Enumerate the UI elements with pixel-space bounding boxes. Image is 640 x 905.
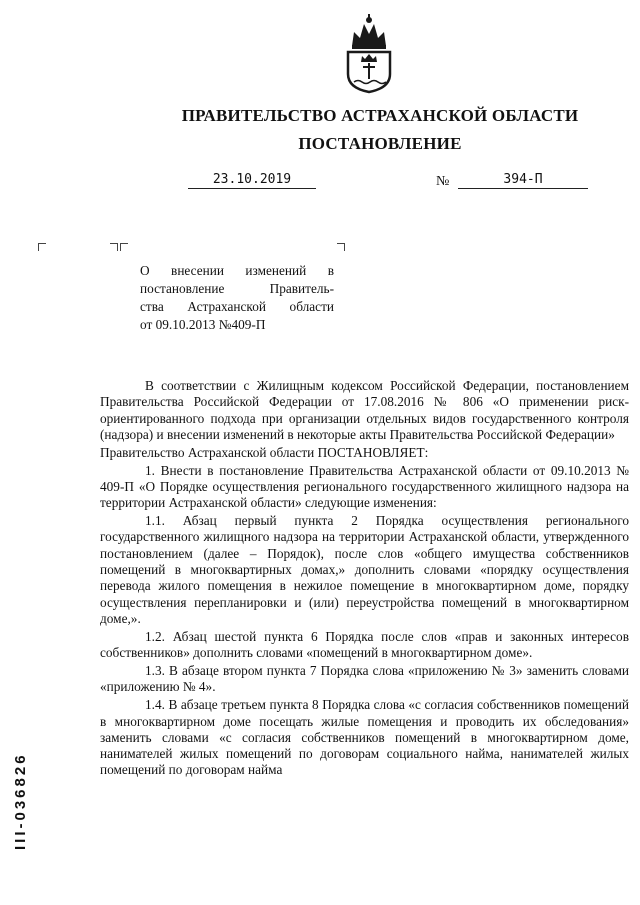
paragraph-1-2: 1.2. Абзац шестой пункта 6 Порядка после слов «прав и законных интересов собственников» дополнить словами «помещений в многоквартирном доме». bbox=[100, 628, 629, 661]
paragraph-1-3: 1.3. В абзаце втором пункта 7 Порядка слова «приложению № 3» заменить словами «приложению № 4». bbox=[100, 663, 629, 695]
document-date: 23.10.2019 bbox=[212, 172, 292, 187]
serial-number: III-036826 bbox=[12, 752, 29, 850]
number-underline bbox=[458, 188, 588, 189]
number-sign: № bbox=[436, 174, 450, 189]
government-title: ПРАВИТЕЛЬСТВО АСТРАХАНСКОЙ ОБЛАСТИ bbox=[181, 106, 579, 125]
subject-line: ства Астраханской области bbox=[140, 299, 334, 314]
resolves-line: Правительство Астраханской области ПОСТАНОВЛЯЕТ: bbox=[100, 444, 429, 460]
coat-of-arms-icon bbox=[344, 12, 394, 94]
corner-mark bbox=[110, 243, 118, 251]
paragraph-1: 1. Внести в постановление Правительства Астраханской области от 09.10.2013 № 409-П «О Порядке осуществления регионального государственного жилищного надзора на территории Астраханской области» следующие изменения: bbox=[100, 462, 629, 511]
preamble-paragraph: В соответствии с Жилищным кодексом Российской Федерации, постановлением Правительства Российской Федерации от 17.08.2016 № 806 «О применении риск-ориентированного подхода при организации отдельных видов государственного контроля (надзора) и внесении изменений в некоторые акты Правительства Российской Федерации» bbox=[100, 378, 629, 442]
corner-mark bbox=[120, 243, 128, 251]
document-number: 394-П bbox=[503, 172, 543, 187]
paragraph-1-4: 1.4. В абзаце третьем пункта 8 Порядка слова «с согласия собственников помещений в многоквартирном доме посещать жилые помещения и проводить их обследования» заменить словами «с согласия собственников помещений в многоквартирном доме, нанимателей жилых помещений по договорам социального найма, нанимателей жилых помещений по договорам найма bbox=[100, 697, 629, 778]
subject-line: О внесении изменений в bbox=[140, 263, 334, 278]
paragraph-1-1: 1.1. Абзац первый пункта 2 Порядка осуществления регионального государственного жилищного надзора на территории Астраханской области, утвержденного постановлением (далее – Порядок), после слов «общего имущества собственников помещений в многоквартирных домах,» дополнить словами «порядку осуществления перевода жилого помещения в нежилое помещение в многоквартирном доме, порядку осуществления перепланировки и (или) переустройства помещений в многоквартирном доме,». bbox=[100, 513, 629, 626]
subject-line: от 09.10.2013 №409-П bbox=[140, 317, 266, 332]
subject-line: постановление Правитель- bbox=[140, 281, 334, 296]
corner-mark bbox=[337, 243, 345, 251]
document-subject bbox=[140, 262, 334, 334]
corner-mark bbox=[38, 243, 46, 251]
document-body bbox=[100, 378, 629, 780]
document-type-title: ПОСТАНОВЛЕНИЕ bbox=[298, 134, 462, 153]
date-underline bbox=[188, 188, 316, 189]
